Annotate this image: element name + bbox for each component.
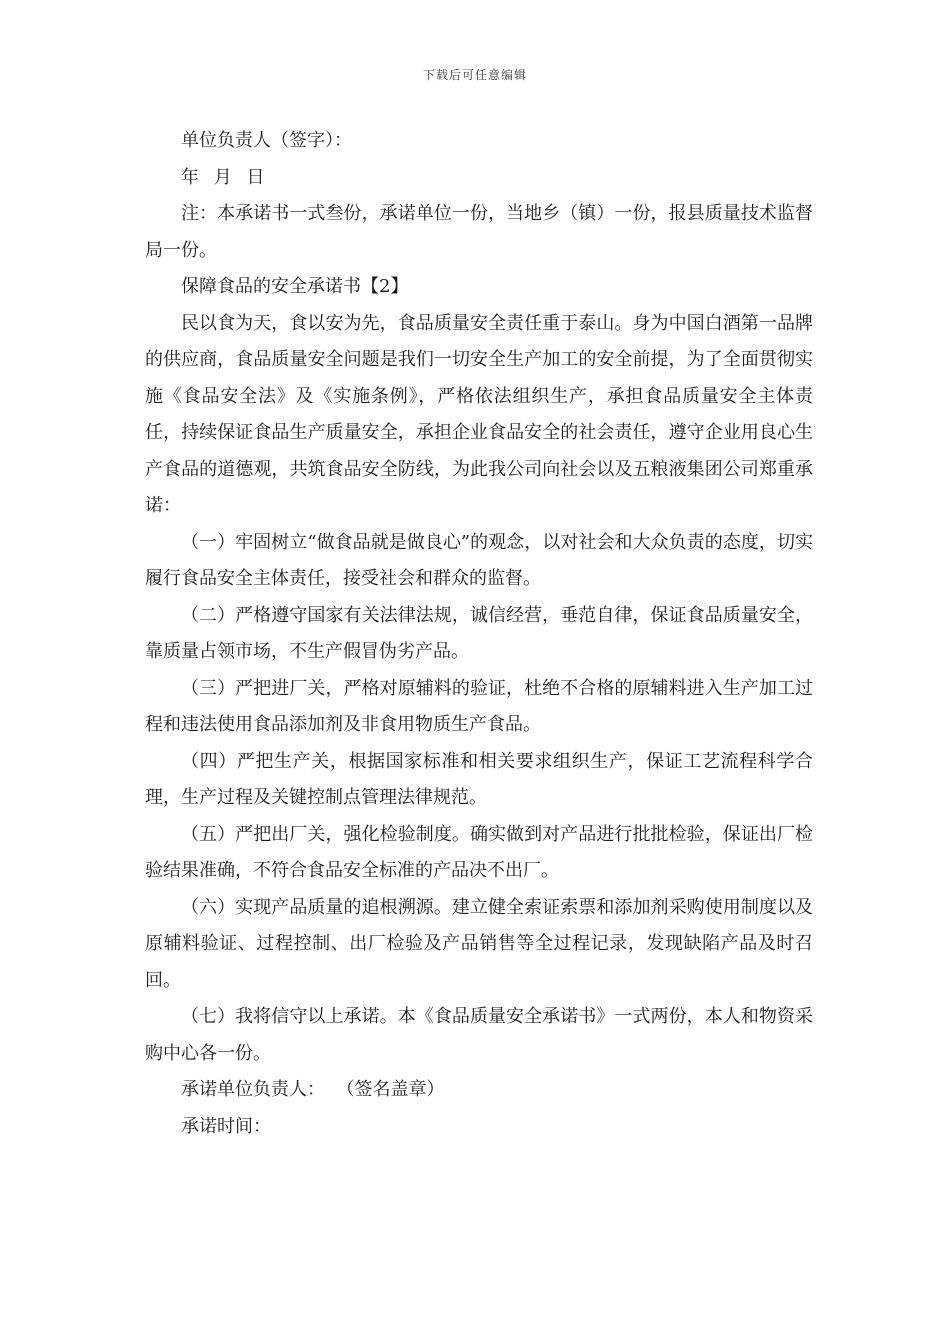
commitment-item-1: （一）牢固树立“做食品就是做良心”的观念，以对社会和大众负责的态度，切实履行食品安全主体责任，接受社会和群众的监督。 [145,531,813,589]
commitment-item-7: （七）我将信守以上承诺。本《食品质量安全承诺书》一式两份，本人和物资采购中心各一份。 [145,1006,813,1064]
signatory-line: 承诺单位负责人： （签名盖章） [181,1079,445,1100]
document-body [145,123,813,1145]
commitment-item-5: （五）严把出厂关，强化检验制度。确实做到对产品进行批批检验，保证出厂检验结果准确，不符合食品安全标准的产品决不出厂。 [145,823,813,881]
signature-line: 单位负责人（签字）： [181,130,352,151]
commitment-item-3: （三）严把进厂关，严格对原辅料的验证，杜绝不合格的原辅料进入生产加工过程和违法使用食品添加剂及非食用物质生产食品。 [145,677,813,735]
commitment-item-6: （六）实现产品质量的追根溯源。建立健全索证索票和添加剂采购使用制度以及原辅料验证、过程控制、出厂检验及产品销售等全过程记录，发现缺陷产品及时召回。 [145,896,813,991]
section-title: 保障食品的安全承诺书【2】 [181,276,409,297]
note-paragraph: 注：本承诺书一式叁份，承诺单位一份，当地乡（镇）一份，报县质量技术监督局一份。 [145,203,813,261]
commitment-time-line: 承诺时间： [181,1115,271,1137]
intro-paragraph: 民以食为天，食以安为先，食品质量安全责任重于泰山。身为中国白酒第一品牌的供应商，食品质量安全问题是我们一切安全生产加工的安全前提，为了全面贯彻实施《食品安全法》及《实施条例》，严格依法组织生产，承担食品质量安全主体责任，持续保证食品生产质量安全，承担企业食品安全的社会责任，遵守企业用良心生产食品的道德观，共筑食品安全防线，为此我公司向社会以及五粮液集团公司郑重承诺： [145,312,813,516]
commitment-item-4: （四）严把生产关，根据国家标准和相关要求组织生产，保证工艺流程科学合理，生产过程及关键控制点管理法律规范。 [145,750,813,808]
date-line: 年 月 日 [181,166,265,188]
header-note: 下载后可任意编辑 [422,68,527,82]
commitment-item-2: （二）严格遵守国家有关法律法规，诚信经营，垂范自律，保证食品质量安全，靠质量占领市场，不生产假冒伪劣产品。 [145,604,813,662]
